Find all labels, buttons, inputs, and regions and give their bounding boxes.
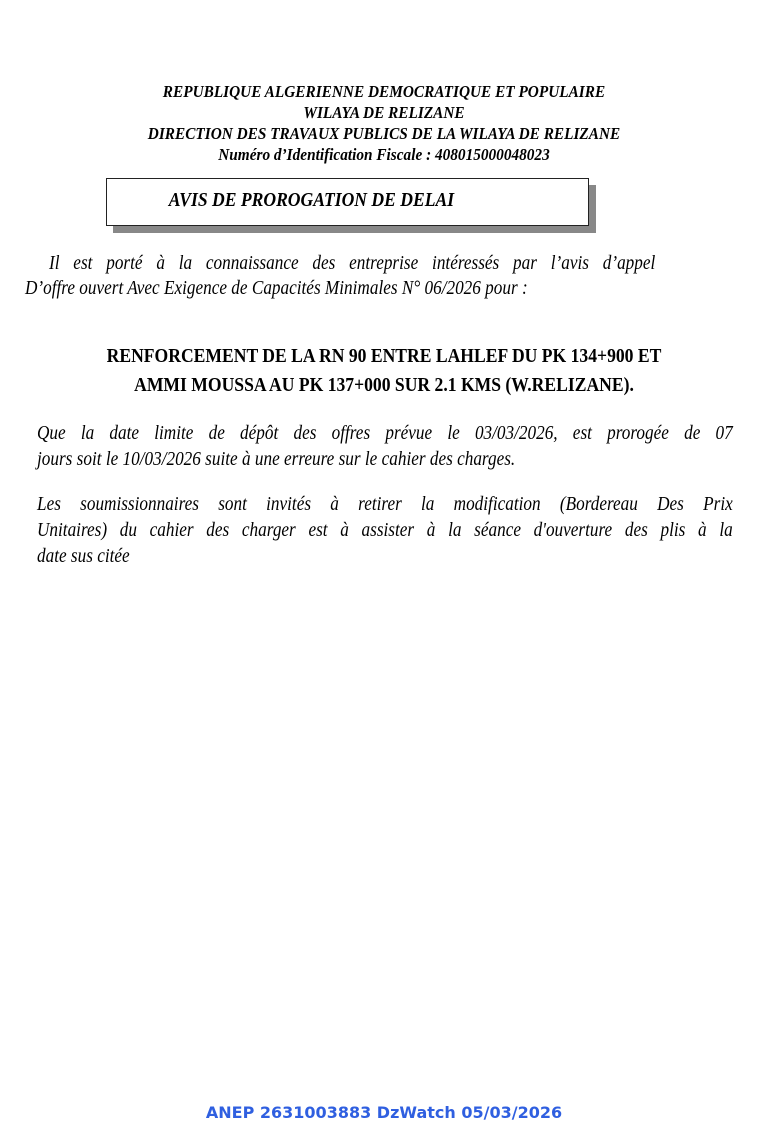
header-fiscal-id: Numéro d’Identification Fiscale : 408015000048023 [218, 145, 550, 164]
project-title-line-2: AMMI MOUSSA AU PK 137+000 SUR 2.1 KMS (W.RELIZANE). [134, 374, 634, 396]
header-wilaya: WILAYA DE RELIZANE [303, 103, 465, 122]
notice-title-box [106, 178, 589, 226]
header-direction: DIRECTION DES TRAVAUX PUBLICS DE LA WILAYA DE RELIZANE [147, 124, 621, 143]
project-title-line-1: RENFORCEMENT DE LA RN 90 ENTRE LAHLEF DU PK 134+900 ET [106, 345, 662, 367]
header-republic: REPUBLIQUE ALGERIENNE DEMOCRATIQUE ET POPULAIRE [162, 82, 606, 101]
paragraph1-line-2: jours soit le 10/03/2026 suite à une erreure sur le cahier des charges. [37, 448, 516, 470]
footer-source: ANEP 2631003883 DzWatch 05/03/2026 [205, 1103, 563, 1122]
intro-line-2: D’offre ouvert Avec Exigence de Capacités Minimales N° 06/2026 pour : [25, 277, 528, 299]
paragraph2-line-1: Les soumissionnaires sont invités à retirer la modification (Bordereau Des Prix [37, 493, 733, 515]
notice-title: AVIS DE PROROGATION DE DELAI [168, 189, 455, 211]
paragraph2-line-3: date sus citée [37, 545, 130, 567]
paragraph1-line-1: Que la date limite de dépôt des offres prévue le 03/03/2026, est prorogée de 07 [37, 422, 733, 444]
intro-line-1: Il est porté à la connaissance des entreprise intéressés par l’avis d’appel [49, 252, 656, 274]
paragraph2-line-2: Unitaires) du cahier des charger est à assister à la séance d'ouverture des plis à la [37, 519, 733, 541]
